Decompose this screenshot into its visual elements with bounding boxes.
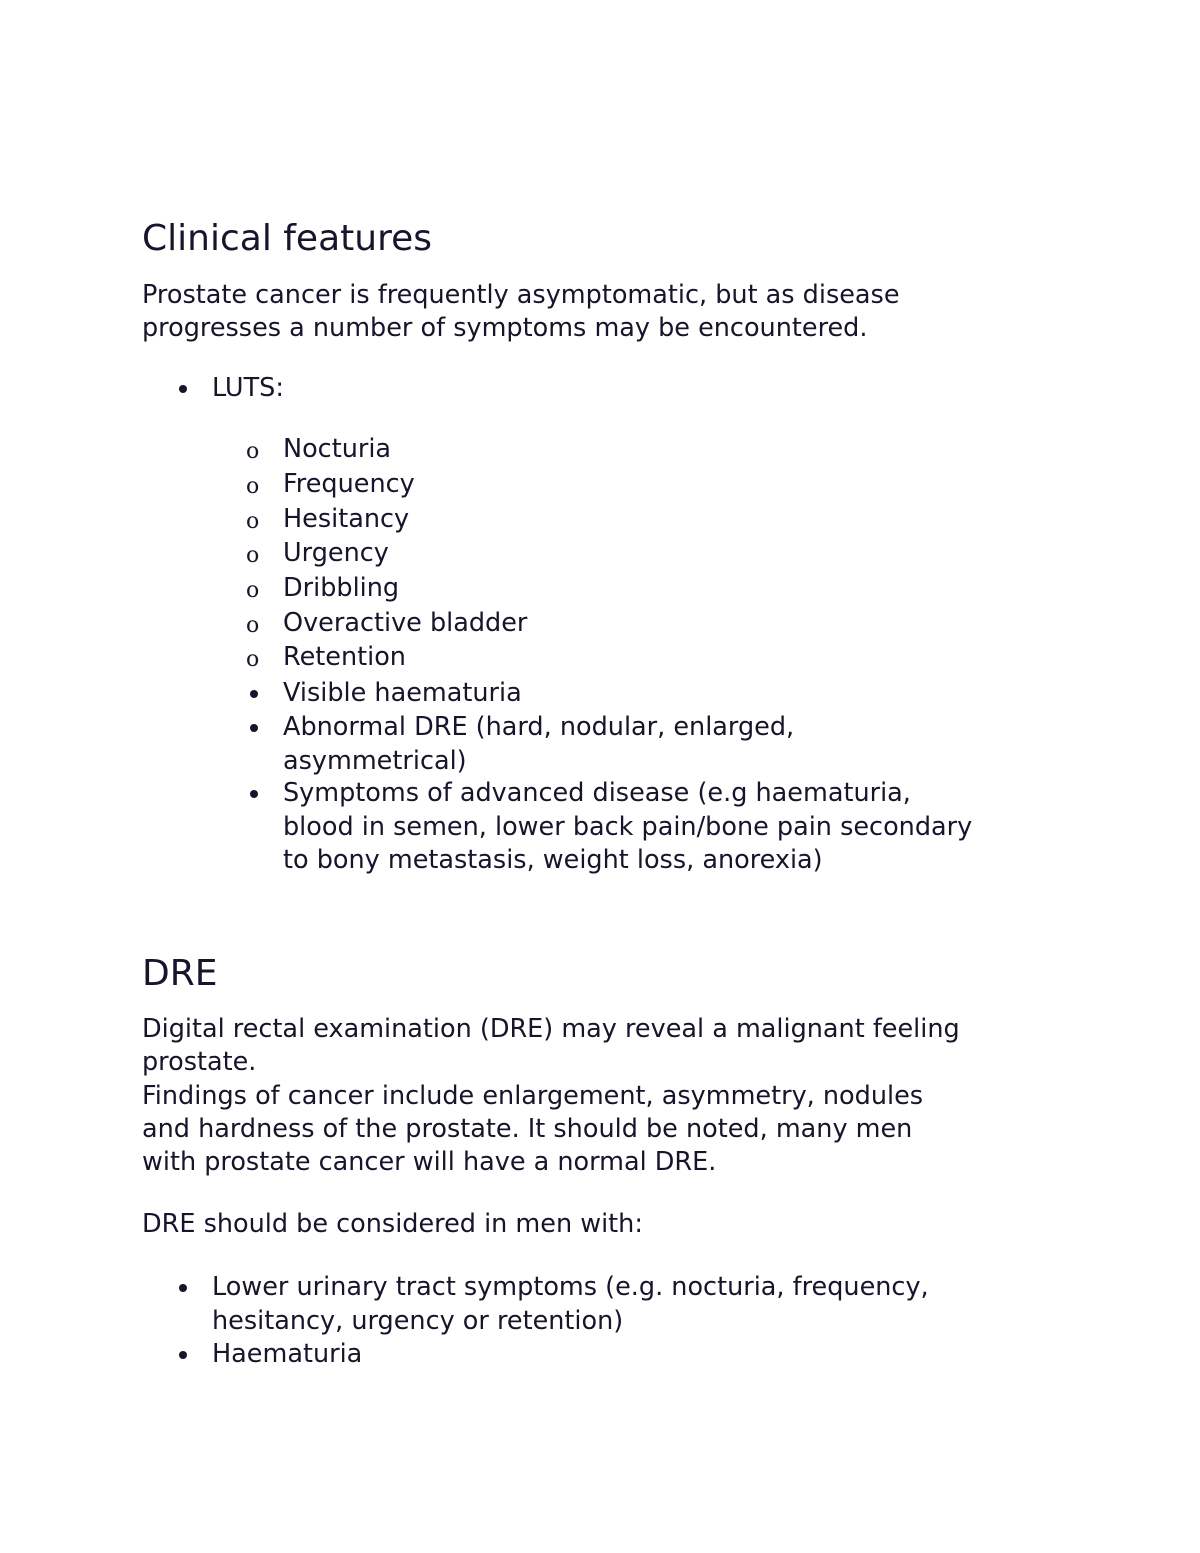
section-heading-clinical-features: Clinical features — [142, 218, 432, 259]
list-item — [212, 1271, 929, 1338]
list-item-label: Overactive bladder — [283, 608, 528, 638]
dre-para2-line-2: and hardness of the prostate. It should be noted, many men — [142, 1114, 913, 1144]
list-item-label: Hesitancy — [283, 504, 410, 534]
dre-para3: DRE should be considered in men with: — [142, 1209, 643, 1239]
list-item-line-2: hesitancy, urgency or retention) — [212, 1305, 624, 1336]
circle-bullet-icon: o — [246, 474, 260, 499]
circle-bullet-icon: o — [246, 509, 260, 534]
list-item-line-1: Symptoms of advanced disease (e.g haematuria, — [283, 778, 911, 808]
list-item-label: Nocturia — [283, 434, 392, 464]
circle-bullet-icon: o — [246, 613, 260, 638]
list-item-label: Frequency — [283, 469, 415, 499]
dre-para2-line-1: Findings of cancer include enlargement, asymmetry, nodules — [142, 1081, 924, 1111]
bullet-icon — [250, 690, 258, 698]
list-item — [246, 503, 410, 537]
intro-line-2: progresses a number of symptoms may be encountered. — [142, 313, 868, 343]
list-item — [246, 641, 406, 675]
bullet-icon — [250, 724, 258, 732]
list-item — [246, 537, 389, 571]
list-item-line-1: Lower urinary tract symptoms (e.g. nocturia, frequency, — [212, 1272, 929, 1302]
list-item-line-1: Abnormal DRE (hard, nodular, enlarged, — [283, 712, 795, 742]
list-item — [246, 468, 415, 502]
bullet-icon — [179, 385, 187, 393]
section-heading-dre: DRE — [142, 953, 218, 994]
document-page — [142, 0, 1062, 1553]
dre-para2-line-3: with prostate cancer will have a normal DRE. — [142, 1147, 717, 1177]
dre-para1-line-1: Digital rectal examination (DRE) may reveal a malignant feeling — [142, 1014, 960, 1044]
list-item-line-2: asymmetrical) — [283, 745, 467, 776]
intro-line-1: Prostate cancer is frequently asymptomatic, but as disease — [142, 280, 900, 310]
bullet-icon — [179, 1351, 187, 1359]
bullet-icon — [179, 1284, 187, 1292]
list-item — [246, 607, 528, 641]
list-item — [283, 711, 794, 778]
list-item-label: Urgency — [283, 538, 389, 568]
list-item-luts — [212, 372, 284, 406]
list-item-line-2: blood in semen, lower back pain/bone pain secondary — [283, 811, 973, 842]
list-item — [246, 433, 392, 467]
list-item — [212, 1338, 362, 1372]
list-item-line-3: to bony metastasis, weight loss, anorexia) — [283, 845, 823, 875]
circle-bullet-icon: o — [246, 647, 260, 672]
bullet-icon — [250, 790, 258, 798]
list-item-label: Visible haematuria — [283, 678, 522, 708]
list-item-label: LUTS: — [212, 373, 284, 403]
list-item — [283, 777, 972, 878]
list-item — [283, 677, 522, 711]
list-item-label: Haematuria — [212, 1339, 363, 1369]
list-item-label: Dribbling — [283, 573, 400, 603]
circle-bullet-icon: o — [246, 578, 260, 603]
list-item-label: Retention — [283, 642, 406, 672]
dre-para1-line-2: prostate. — [142, 1047, 257, 1077]
circle-bullet-icon: o — [246, 543, 260, 568]
circle-bullet-icon: o — [246, 439, 260, 464]
list-item — [246, 572, 400, 606]
